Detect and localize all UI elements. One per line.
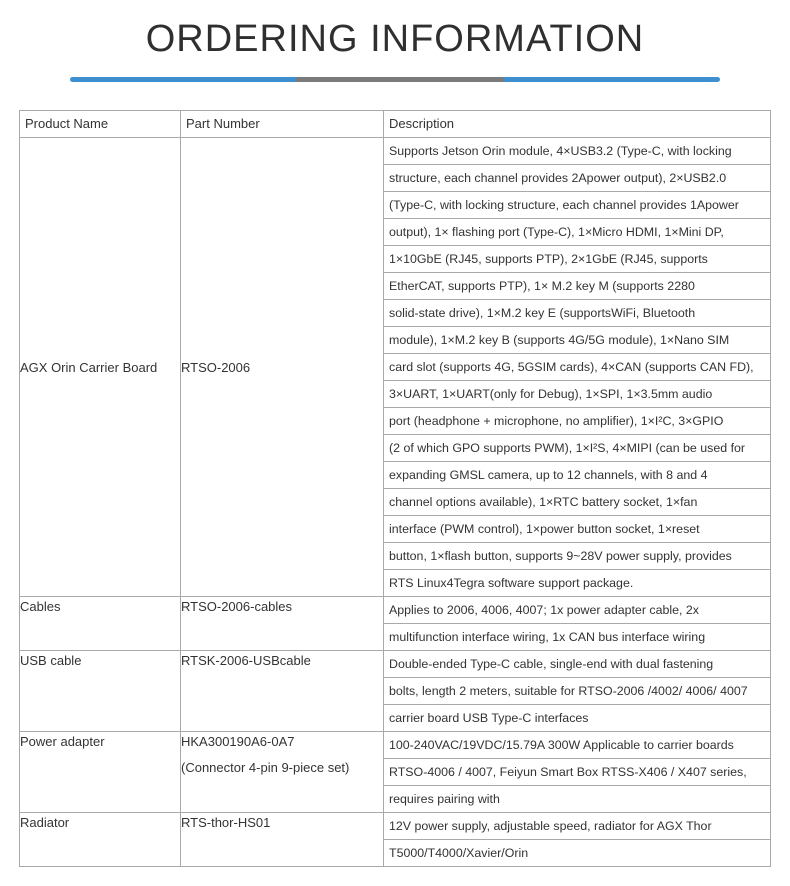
table-row [20,597,771,651]
description-line: expanding GMSL camera, up to 12 channels, with 8 and 4 [384,462,770,489]
ordering-table [19,110,771,867]
description-line: requires pairing with [389,792,500,806]
description-line: carrier board USB Type-C interfaces [389,711,589,725]
part-number-cell [181,597,384,651]
description-line: card slot (supports 4G, 5GSIM cards), 4×CAN (supports CAN FD), [384,354,770,381]
product-name-cell: Cables [20,597,181,651]
title-underline-left [70,77,296,82]
table-row [20,651,771,732]
description-cell [384,597,771,651]
description-line: module), 1×M.2 key B (supports 4G/5G module), 1×Nano SIM [384,327,770,354]
part-number-cell [181,138,384,597]
part-number-line: RTSO-2006 [181,359,251,375]
part-number-line: (Connector 4-pin 9-piece set) [181,760,350,775]
description-line: (2 of which GPO supports PWM), 1×I²S, 4×MIPI (can be used for [384,435,770,462]
part-number-cell [181,651,384,732]
description-line: multifunction interface wiring, 1x CAN bus interface wiring [389,630,706,644]
table-header-row [20,111,771,138]
description-line: 100-240VAC/19VDC/15.79A 300W Applicable to carrier boards [384,732,770,759]
description-line: EtherCAT, supports PTP), 1× M.2 key M (supports 2280 [384,273,770,300]
description-line: RTS Linux4Tegra software support package. [389,576,634,590]
description-line: port (headphone + microphone, no amplifier), 1×I²C, 3×GPIO [384,408,770,435]
title-underline-middle [296,77,504,82]
description-line: (Type-C, with locking structure, each channel provides 1Apower [384,192,770,219]
description-line: Applies to 2006, 4006, 4007; 1x power adapter cable, 2x [384,597,770,624]
description-line: 12V power supply, adjustable speed, radiator for AGX Thor [384,813,770,840]
header-description: Description [384,111,771,138]
description-line: button, 1×flash button, supports 9~28V power supply, provides [384,543,770,570]
description-line: structure, each channel provides 2Apower output), 2×USB2.0 [384,165,770,192]
page-title: ORDERING INFORMATION [145,18,645,60]
description-line: Supports Jetson Orin module, 4×USB3.2 (Type-C, with locking [384,138,770,165]
description-cell [384,732,771,813]
table-row [20,732,771,813]
product-name-cell: Power adapter [20,732,181,813]
part-number-line: RTSO-2006-cables [181,599,293,614]
title-underline-right [504,77,720,82]
product-name-cell: AGX Orin Carrier Board [20,138,181,597]
description-cell [384,651,771,732]
header-product-name: Product Name [20,111,181,138]
table-row [20,813,771,867]
description-line: RTSO-4006 / 4007, Feiyun Smart Box RTSS-X406 / X407 series, [384,759,770,786]
description-line: solid-state drive), 1×M.2 key E (supportsWiFi, Bluetooth [384,300,770,327]
table-row [20,138,771,597]
part-number-line: RTSK-2006-USBcable [181,653,311,668]
description-cell [384,813,771,867]
product-name-cell: Radiator [20,813,181,867]
description-line: Double-ended Type-C cable, single-end with dual fastening [384,651,770,678]
description-cell [384,138,771,597]
header-part-number: Part Number [181,111,384,138]
part-number-cell [181,813,384,867]
description-line: bolts, length 2 meters, suitable for RTSO-2006 /4002/ 4006/ 4007 [384,678,770,705]
part-number-cell [181,732,384,813]
description-line: channel options available), 1×RTC battery socket, 1×fan [384,489,770,516]
description-line: output), 1× flashing port (Type-C), 1×Micro HDMI, 1×Mini DP, [384,219,770,246]
description-line: 1×10GbE (RJ45, supports PTP), 2×1GbE (RJ45, supports [384,246,770,273]
description-line: interface (PWM control), 1×power button socket, 1×reset [384,516,770,543]
part-number-line: RTS-thor-HS01 [181,815,271,830]
product-name-cell: USB cable [20,651,181,732]
description-line: T5000/T4000/Xavier/Orin [389,846,529,860]
description-line: 3×UART, 1×UART(only for Debug), 1×SPI, 1×3.5mm audio [384,381,770,408]
part-number-line: HKA300190A6-0A7 [181,734,295,749]
